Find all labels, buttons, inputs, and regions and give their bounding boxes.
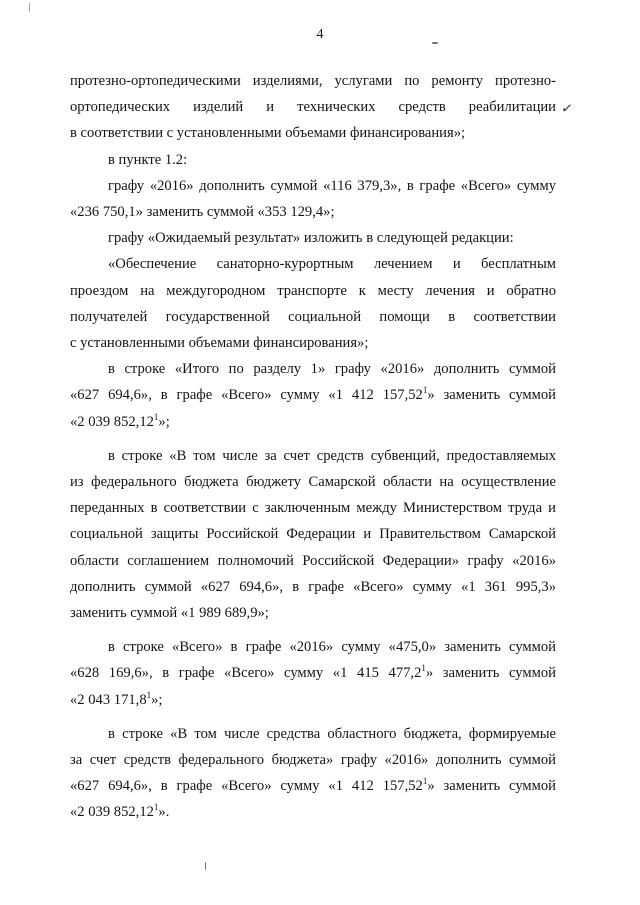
text-segment: «628 169,6», в графе «Всего» сумму «1 415 477,2	[70, 665, 422, 682]
text-line: в строке «В том числе за счет средств субвенций, предоставляемых	[108, 447, 556, 464]
text-segment: «627 694,6», в графе «Всего» сумму «1 412 157,52	[70, 778, 423, 795]
text-line: протезно-ортопедическими изделиями, услугами по ремонту протезно-	[70, 73, 556, 89]
paragraph-9	[70, 721, 556, 826]
text-segment: »;	[151, 691, 163, 708]
scan-speck	[205, 862, 206, 870]
paragraph-1	[70, 68, 556, 147]
text-segment: «2 039 852,12	[70, 804, 154, 821]
superscript: 1	[153, 411, 159, 422]
text-line: получателей государственной социальной помощи в соответствии	[70, 308, 556, 325]
text-line: социальной защиты Российской Федерации и Правительством Самарской	[70, 526, 556, 543]
text-line: переданных в соответствии с заключенным между Министерством труда и	[70, 500, 556, 517]
text-line	[70, 409, 556, 435]
paragraph-4	[70, 225, 556, 251]
text-line: в соответствии с установленными объемами финансирования»;	[70, 125, 466, 142]
text-line: в строке «В том числе средства областного бюджета, формируемые	[108, 725, 556, 742]
text-line	[70, 773, 556, 799]
text-line: заменить суммой «1 989 689,9»;	[70, 605, 269, 622]
paragraph-6	[70, 356, 556, 435]
text-line	[70, 799, 556, 825]
paragraph-3	[70, 173, 556, 225]
text-line: ортопедических изделий и технических средств реабилитации	[70, 99, 556, 116]
paragraph-7	[70, 443, 556, 626]
check-mark: ✓	[560, 101, 574, 118]
text-line: области соглашением полномочий Российской Федерации» графу «2016»	[70, 552, 556, 569]
text-segment: «2 043 171,8	[70, 691, 147, 708]
text-segment: » заменить суммой	[427, 387, 556, 404]
text-line: из федерального бюджета бюджету Самарской области на осуществление	[70, 474, 556, 491]
text-segment: «627 694,6», в графе «Всего» сумму «1 412 157,52	[70, 387, 423, 404]
text-segment: » заменить суммой	[425, 665, 556, 682]
superscript: 1	[422, 385, 428, 396]
superscript: 1	[422, 776, 428, 787]
text-line: «Обеспечение санаторно-курортным лечением и бесплатным	[108, 256, 556, 273]
text-segment: «2 039 852,12	[70, 413, 154, 430]
text-line	[70, 687, 556, 713]
paragraph-2	[70, 147, 556, 173]
text-line	[70, 660, 556, 686]
page-number: 4	[316, 27, 324, 42]
text-line	[70, 382, 556, 408]
superscript: 1	[146, 689, 152, 700]
text-line: графу «2016» дополнить суммой «116 379,3», в графе «Всего» сумму	[108, 177, 556, 194]
superscript: 1	[421, 663, 426, 674]
superscript: 1	[153, 802, 159, 813]
paragraph-5	[70, 251, 556, 356]
text-line: проездом на междугородном транспорте к месту лечения и обратно	[70, 282, 556, 299]
text-segment: » заменить суммой	[427, 778, 556, 795]
text-line: за счет средств федерального бюджета» графу «2016» дополнить суммой	[70, 752, 556, 769]
text-segment: ».	[158, 804, 170, 821]
text-line: графу «Ожидаемый результат» изложить в следующей редакции:	[108, 230, 514, 247]
text-line: в строке «Всего» в графе «2016» сумму «475,0» заменить суммой	[108, 639, 556, 656]
text-line: «236 750,1» заменить суммой «353 129,4»;	[70, 204, 335, 221]
text-line: в строке «Итого по разделу 1» графу «2016» дополнить суммой	[108, 361, 556, 378]
paragraph-8	[70, 634, 556, 713]
text-segment: »;	[158, 413, 170, 430]
text-line: дополнить суммой «627 694,6», в графе «Всего» сумму «1 361 995,3»	[70, 578, 556, 595]
scan-speck	[432, 42, 438, 44]
document-body	[70, 68, 556, 826]
text-line: в пункте 1.2:	[108, 151, 188, 168]
text-line: с установленными объемами финансирования»;	[70, 335, 369, 352]
corner-mark: \	[25, 0, 34, 15]
